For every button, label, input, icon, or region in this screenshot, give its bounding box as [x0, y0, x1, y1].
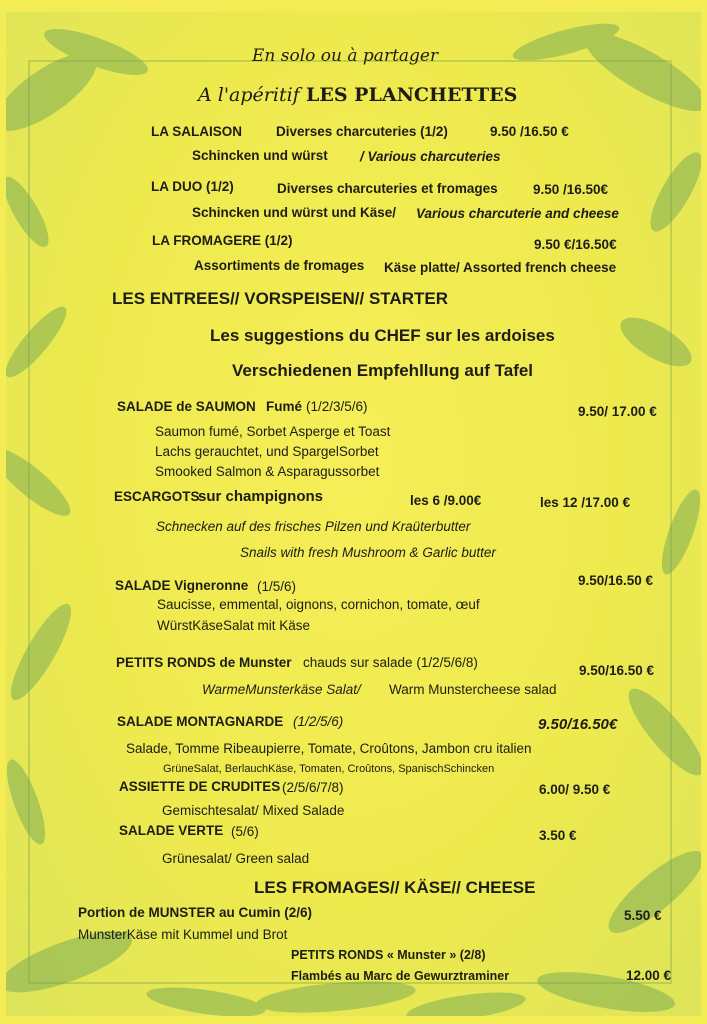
item-price-saumon: 9.50/ 17.00 €	[578, 404, 657, 419]
item-name-fromagere: LA FROMAGERE (1/2)	[152, 233, 293, 248]
menu-page	[6, 12, 701, 1016]
item-en-escargots: Snails with fresh Mushroom & Garlic butter	[240, 545, 496, 560]
item-desc-duo: Diverses charcuteries et fromages	[277, 181, 498, 196]
item-price-vigneronne: 9.50/16.50 €	[578, 573, 654, 588]
item-name-vigneronne: SALADE Vigneronne	[115, 578, 249, 593]
item-name-cumin: Portion de MUNSTER au Cumin (2/6)	[78, 905, 313, 920]
item-name-verte: SALADE VERTE	[119, 823, 224, 838]
item-name-ronds: PETITS RONDS « Munster » (2/8)	[291, 948, 486, 962]
item-de-escargots: Schnecken auf des frisches Pilzen und Kraüterbutter	[156, 519, 471, 534]
item-name-escargots-b: sur champignons	[198, 488, 324, 505]
entrees-title: LES ENTREES// VORSPEISEN// STARTER	[112, 289, 448, 308]
item-price-escargots-6: les 6 /9.00€	[410, 493, 482, 508]
item-line1-crudites: Gemischtesalat/ Mixed Salade	[162, 803, 345, 818]
item-de-salaison: Schincken und würst	[192, 148, 328, 163]
item-allergens-crudites: (2/5/6/7/8)	[282, 780, 344, 795]
item-line1-ronds: Flambés au Marc de Gewurztraminer	[291, 969, 510, 983]
item-line1-saumon: Saumon fumé, Sorbet Asperge et Toast	[155, 424, 391, 439]
tagline: En solo ou à partager	[252, 46, 439, 66]
item-price-escargots-12: les 12 /17.00 €	[540, 495, 631, 510]
item-name-duo: LA DUO (1/2)	[151, 179, 234, 194]
item-name-munster: PETITS RONDS de Munster	[116, 655, 292, 670]
item-line3-saumon: Smooked Salmon & Asparagussorbet	[155, 464, 380, 479]
item-price-crudites: 6.00/ 9.50 €	[539, 782, 611, 797]
item-line1-montagnarde: Salade, Tomme Ribeaupierre, Tomate, Croûtons, Jambon cru italien	[126, 741, 532, 756]
item-price-montagnarde: 9.50/16.50€	[538, 716, 618, 733]
item-allergens-saumon: (1/2/3/5/6)	[306, 399, 368, 414]
item-name-montagnarde: SALADE MONTAGNARDE	[117, 714, 284, 729]
item-desc-salaison: Diverses charcuteries (1/2)	[276, 124, 448, 139]
item-price-fromagere: 9.50 €/16.50€	[534, 237, 617, 252]
item-line1-verte: Grünesalat/ Green salad	[162, 851, 310, 866]
item-de-en-fromagere: Käse platte/ Assorted french cheese	[384, 260, 617, 275]
item-line1-cumin: MunsterKäse mit Kummel und Brot	[78, 927, 288, 942]
item-name-escargots: ESCARGOTS	[114, 489, 200, 504]
item-name-salaison: LA SALAISON	[151, 124, 242, 139]
item-name-saumon: SALADE de SAUMON	[117, 399, 256, 414]
planchettes-title: LES PLANCHETTES	[306, 84, 518, 106]
item-allergens-vigneronne: (1/5/6)	[257, 579, 297, 594]
item-line2-montagnarde: GrüneSalat, BerlauchKäse, Tomaten, Croûtons, SpanischSchincken	[163, 763, 495, 775]
item-price-ronds: 12.00 €	[626, 968, 672, 983]
item-line1-vigneronne: Saucisse, emmental, oignons, cornichon, tomate, œuf	[157, 597, 480, 612]
item-de-duo: Schincken und würst und Käse/	[192, 205, 397, 220]
item-allergens-montagnarde: (1/2/5/6)	[293, 714, 344, 729]
item-price-verte: 3.50 €	[539, 828, 577, 843]
chef-suggestion-fr: Les suggestions du CHEF sur les ardoises	[210, 326, 555, 345]
item-name-saumon-b: Fumé	[266, 399, 303, 414]
item-allergens-verte: (5/6)	[231, 824, 259, 839]
aperitif-label: A l'apéritif	[198, 84, 300, 106]
item-price-salaison: 9.50 /16.50 €	[490, 124, 569, 139]
item-desc-fromagere: Assortiments de fromages	[194, 258, 365, 273]
item-price-duo: 9.50 /16.50€	[533, 182, 609, 197]
item-en-munster: Warm Munstercheese salad	[389, 682, 557, 697]
item-en-salaison: / Various charcuteries	[360, 149, 501, 164]
item-price-cumin: 5.50 €	[624, 908, 662, 923]
item-de-munster: WarmeMunsterkäse Salat/	[202, 682, 361, 697]
fromages-title: LES FROMAGES// KÄSE// CHEESE	[254, 878, 536, 897]
item-desc-munster: chauds sur salade (1/2/5/6/8)	[303, 655, 478, 670]
item-price-munster: 9.50/16.50 €	[579, 663, 655, 678]
item-line2-vigneronne: WürstKäseSalat mit Käse	[157, 618, 311, 633]
item-en-duo: Various charcuterie and cheese	[416, 206, 619, 221]
item-name-crudites: ASSIETTE DE CRUDITES	[119, 779, 281, 794]
item-line2-saumon: Lachs gerauchtet, und SpargelSorbet	[155, 444, 379, 459]
chef-suggestion-de: Verschiedenen Empfehllung auf Tafel	[232, 361, 534, 380]
